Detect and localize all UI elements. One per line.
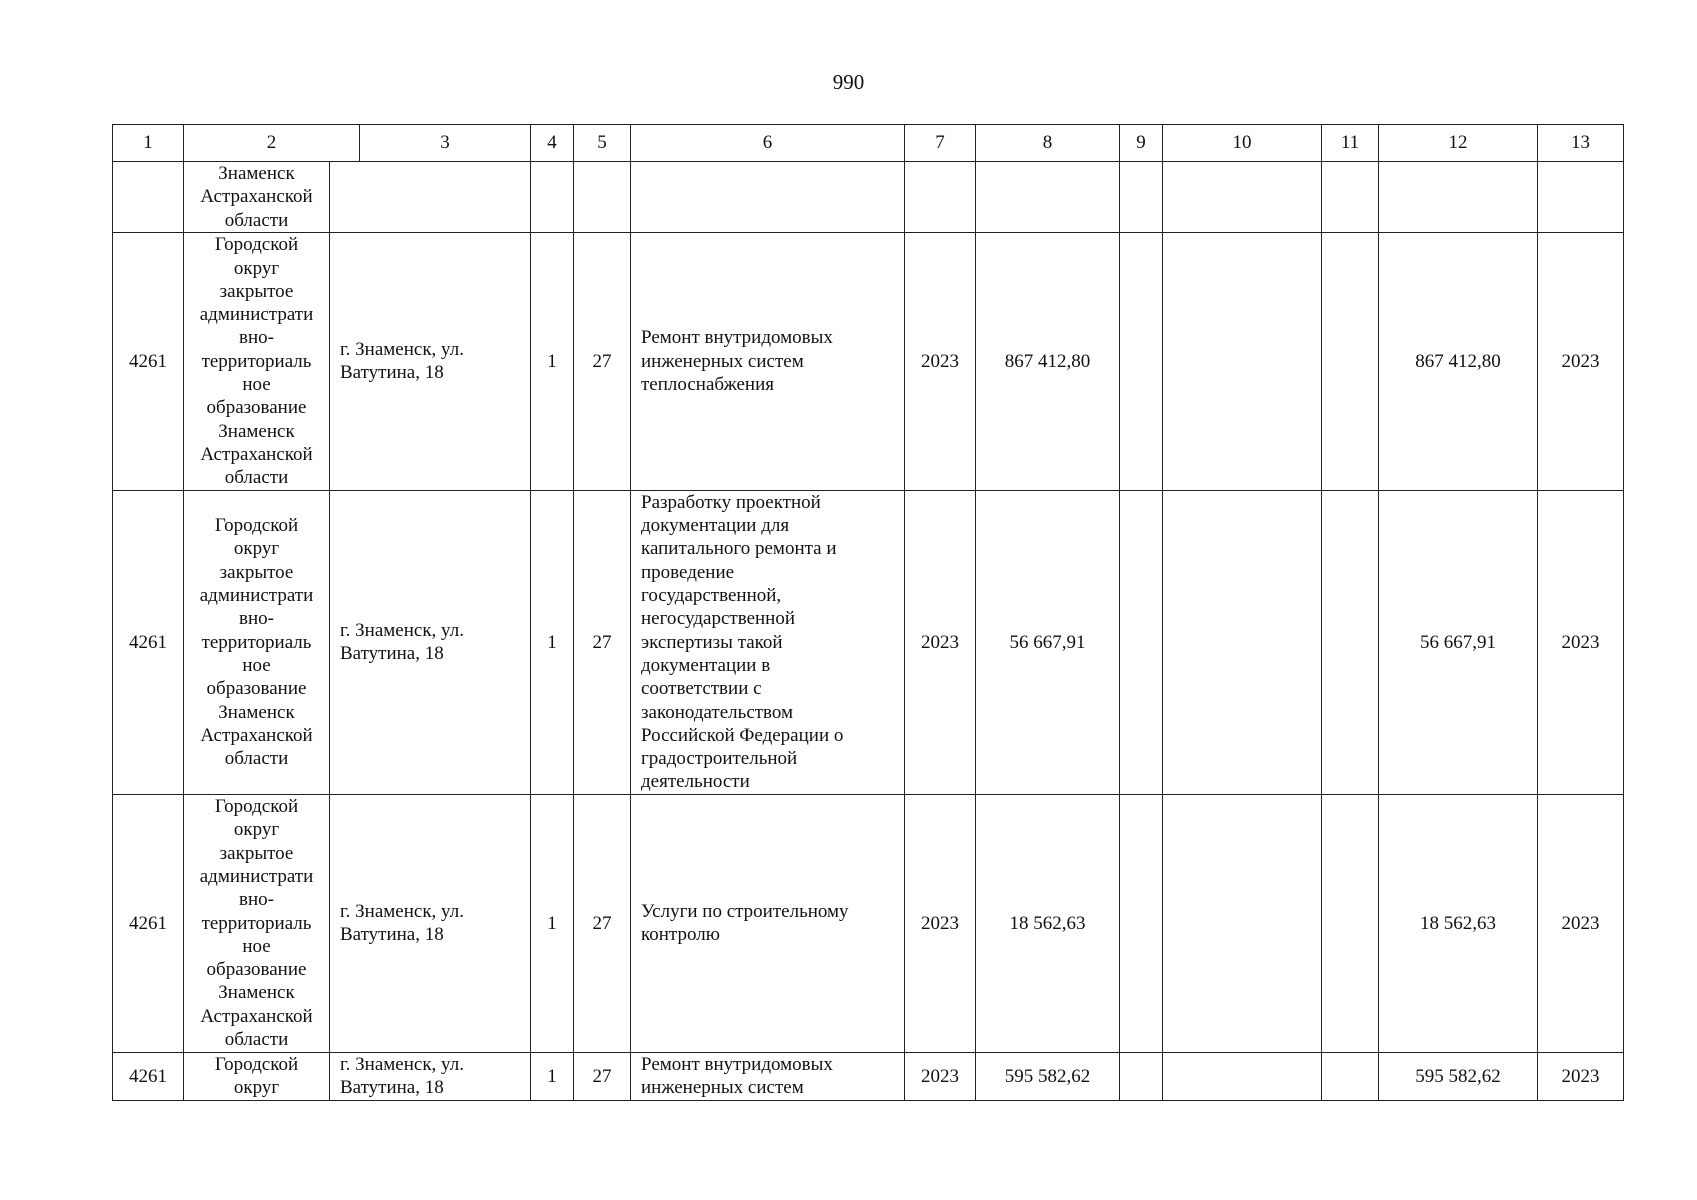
cell-municipality-line: территориаль (201, 350, 312, 372)
cell-col11 (1322, 162, 1379, 233)
cell-work-line: проведение (641, 561, 735, 583)
cell-work-line: контролю (641, 924, 720, 946)
cell-col4: 1 (531, 232, 574, 490)
cell-municipality-line: Городской (214, 796, 299, 818)
header-cell: 12 (1379, 125, 1538, 162)
cell-col13 (1538, 162, 1624, 233)
cell-municipality-line: ное (242, 935, 271, 957)
cell-col4: 1 (531, 794, 574, 1052)
cell-municipality-line: Городской (214, 515, 299, 537)
cell-municipality-line: образование (206, 397, 307, 419)
cell-col9 (1120, 794, 1163, 1052)
cell-col5: 27 (574, 1052, 631, 1100)
cell-address-line: Ватутина, 18 (340, 362, 444, 384)
cell-address (330, 490, 531, 794)
header-cell: 3 (440, 132, 450, 154)
cell-municipality-line: вно- (239, 608, 274, 630)
header-cell-merged (184, 125, 531, 162)
cell-municipality-line: Знаменск (218, 163, 295, 184)
cell-col11 (1322, 794, 1379, 1052)
cell-col10 (1163, 794, 1322, 1052)
cell-address-line: Ватутина, 18 (340, 1077, 444, 1099)
cell-address-line: Ватутина, 18 (340, 924, 444, 946)
header-cell: 7 (905, 125, 976, 162)
cell-col10 (1163, 232, 1322, 490)
cell-col4 (531, 162, 574, 233)
table-row (113, 794, 1624, 1052)
cell-work-line: инженерных систем (641, 350, 804, 372)
cell-address (330, 794, 531, 1052)
cell-col11 (1322, 1052, 1379, 1100)
cell-address-line: г. Знаменск, ул. (340, 1053, 464, 1075)
cell-municipality-line: области (224, 748, 289, 770)
cell-col11 (1322, 490, 1379, 794)
cell-col6 (631, 162, 905, 233)
header-cell: 6 (631, 125, 905, 162)
cell-work-line: законодательством (641, 701, 794, 723)
page-number: 990 (832, 70, 865, 94)
cell-municipality (184, 162, 330, 233)
cell-col7 (905, 162, 976, 233)
header-cell: 9 (1120, 125, 1163, 162)
cell-col9 (1120, 162, 1163, 233)
cell-municipality-line: Астраханской (200, 724, 313, 746)
cell-cost-total: 867 412,80 (976, 232, 1120, 490)
cell-municipality (184, 490, 330, 794)
cell-cost-12: 867 412,80 (1379, 232, 1538, 490)
program-table (112, 124, 1624, 1101)
cell-municipality-line: Городской (214, 1053, 299, 1075)
cell-municipality-line: территориаль (201, 912, 312, 934)
header-cell: 11 (1322, 125, 1379, 162)
cell-cost-total: 56 667,91 (976, 490, 1120, 794)
cell-col10 (1163, 490, 1322, 794)
cell-cost-12: 56 667,91 (1379, 490, 1538, 794)
cell-col4: 1 (531, 1052, 574, 1100)
cell-municipality-line: области (224, 467, 289, 489)
cell-col3 (330, 162, 531, 233)
cell-id: 4261 (113, 490, 184, 794)
cell-municipality-line: Знаменск (218, 420, 295, 442)
cell-year-13: 2023 (1538, 232, 1624, 490)
cell-municipality-line: округ (233, 538, 280, 560)
cell-address-line: г. Знаменск, ул. (340, 900, 464, 922)
cell-col1 (113, 162, 184, 233)
cell-year-13: 2023 (1538, 794, 1624, 1052)
cell-municipality-line: территориаль (201, 631, 312, 653)
cell-municipality (184, 1052, 330, 1100)
cell-col9 (1120, 232, 1163, 490)
cell-col8 (976, 162, 1120, 233)
cell-municipality-line: Астраханской (200, 186, 313, 208)
table-row (113, 1052, 1624, 1100)
header-cell: 13 (1538, 125, 1624, 162)
cell-address (330, 1052, 531, 1100)
cell-municipality (184, 794, 330, 1052)
cell-year: 2023 (905, 794, 976, 1052)
cell-work (631, 490, 905, 794)
cell-year-13: 2023 (1538, 490, 1624, 794)
cell-col12 (1379, 162, 1538, 233)
cell-col11 (1322, 232, 1379, 490)
cell-address-line: г. Знаменск, ул. (340, 339, 464, 361)
table-row (113, 232, 1624, 490)
header-cell: 4 (531, 125, 574, 162)
cell-work-line: теплоснабжения (641, 374, 774, 396)
cell-municipality-line: образование (206, 678, 307, 700)
cell-year: 2023 (905, 232, 976, 490)
cell-col5: 27 (574, 794, 631, 1052)
cell-work-line: Российской Федерации о (641, 724, 844, 746)
cell-year: 2023 (905, 1052, 976, 1100)
cell-id: 4261 (113, 794, 184, 1052)
cell-work-line: соответствии с (641, 678, 762, 700)
cell-work (631, 232, 905, 490)
cell-municipality-line: Астраханской (200, 1005, 313, 1027)
cell-municipality-line: образование (206, 959, 307, 981)
cell-municipality-line: области (224, 1029, 289, 1051)
cell-year: 2023 (905, 490, 976, 794)
cell-municipality-line: ное (242, 374, 271, 396)
cell-year-13: 2023 (1538, 1052, 1624, 1100)
cell-work-line: Ремонт внутридомовых (641, 1053, 833, 1075)
cell-col5: 27 (574, 490, 631, 794)
cell-municipality-line: администрати (199, 585, 314, 607)
cell-work-line: капитального ремонта и (641, 538, 837, 560)
table-row (113, 490, 1624, 794)
cell-col10 (1163, 1052, 1322, 1100)
header-cell: 10 (1163, 125, 1322, 162)
cell-municipality-line: округ (233, 257, 280, 279)
cell-work (631, 1052, 905, 1100)
header-cell: 2 (184, 125, 360, 161)
cell-work-line: деятельности (641, 771, 750, 793)
cell-municipality-line: Знаменск (218, 701, 295, 723)
cell-work-line: документации в (641, 654, 771, 676)
cell-cost-total: 18 562,63 (976, 794, 1120, 1052)
cell-cost-12: 595 582,62 (1379, 1052, 1538, 1100)
cell-work-line: экспертизы такой (641, 631, 783, 653)
cell-col10 (1163, 162, 1322, 233)
cell-col9 (1120, 1052, 1163, 1100)
cell-id: 4261 (113, 1052, 184, 1100)
cell-municipality-line: Знаменск (218, 982, 295, 1004)
cell-address (330, 232, 531, 490)
cell-work-line: Услуги по строительному (641, 900, 849, 922)
cell-cost-total: 595 582,62 (976, 1052, 1120, 1100)
cell-work (631, 794, 905, 1052)
cell-municipality-line: администрати (199, 866, 314, 887)
cell-municipality-line: Астраханской (200, 443, 313, 465)
cell-municipality-line: Городской (214, 234, 299, 256)
header-cell: 5 (574, 125, 631, 162)
cell-municipality-line: закрытое (219, 561, 294, 583)
header-cell: 1 (113, 125, 184, 162)
cell-work-line: государственной, (641, 585, 782, 607)
cell-municipality-line: закрытое (219, 842, 294, 864)
cell-col4: 1 (531, 490, 574, 794)
cell-work-line: инженерных систем (641, 1077, 804, 1099)
cell-work-line: негосударственной (641, 608, 796, 630)
cell-address-line: Ватутина, 18 (340, 643, 444, 665)
cell-col5: 27 (574, 232, 631, 490)
header-cell: 8 (976, 125, 1120, 162)
cell-municipality-line: вно- (239, 327, 274, 349)
cell-municipality-line: области (224, 209, 289, 231)
cell-col5 (574, 162, 631, 233)
cell-municipality-line: администрати (199, 304, 314, 326)
cell-municipality (184, 232, 330, 490)
cell-municipality-line: округ (233, 1077, 280, 1099)
cell-work-line: Ремонт внутридомовых (641, 327, 833, 349)
cell-work-line: Разработку проектной (641, 491, 821, 513)
cell-col9 (1120, 490, 1163, 794)
cell-municipality-line: ное (242, 654, 271, 676)
cell-municipality-line: округ (233, 819, 280, 841)
cell-work-line: градостроительной (641, 748, 798, 770)
cell-work-line: документации для (641, 515, 790, 537)
cell-id: 4261 (113, 232, 184, 490)
header-row (113, 125, 1624, 162)
cell-cost-12: 18 562,63 (1379, 794, 1538, 1052)
table-row-continuation (113, 162, 1624, 233)
cell-municipality-line: закрытое (219, 280, 294, 302)
cell-municipality-line: вно- (239, 889, 274, 911)
cell-address-line: г. Знаменск, ул. (340, 620, 464, 642)
